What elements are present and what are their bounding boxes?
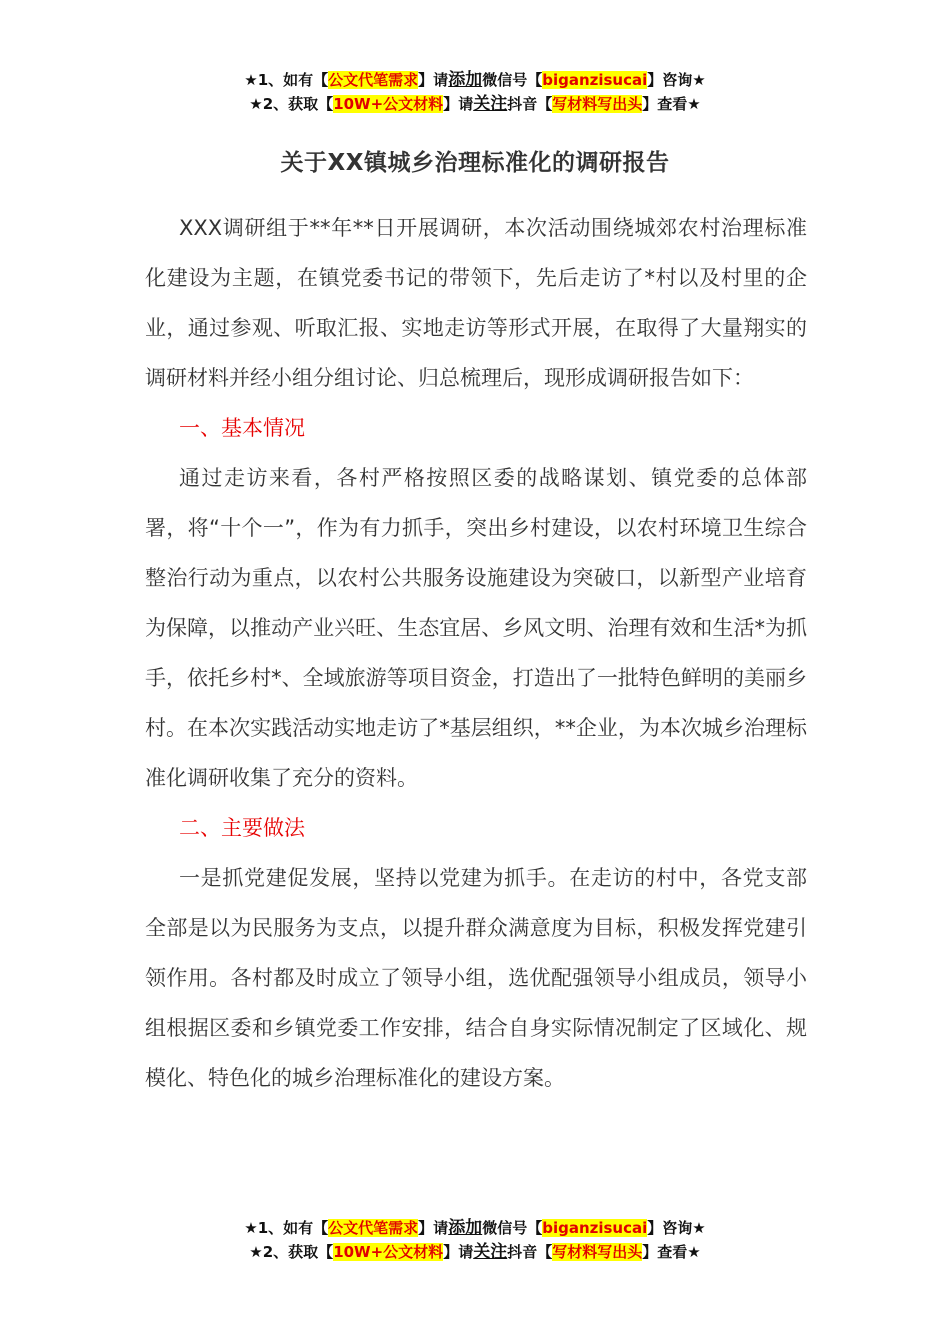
promo-text: 微信号【 (482, 71, 543, 89)
promo-highlight-douyin-id: 写材料写出头 (552, 95, 643, 113)
promo-highlight-service: 公文代笔需求 (328, 1219, 419, 1237)
promo-text: ★2、获取【 (249, 95, 334, 113)
promo-emphasis: 关注 (473, 94, 508, 114)
promo-text: 】请 (443, 1243, 474, 1261)
promo-emphasis: 添加 (448, 1218, 483, 1238)
promo-highlight-materials: 10W+公文材料 (333, 1243, 444, 1261)
promo-text: 】查看★ (642, 95, 701, 113)
promo-line-2 (0, 92, 950, 116)
promo-text: ★2、获取【 (249, 1243, 334, 1261)
promo-text: 抖音【 (507, 1243, 553, 1261)
promo-highlight-service: 公文代笔需求 (328, 71, 419, 89)
document-body (145, 203, 807, 1103)
promo-highlight-douyin-id: 写材料写出头 (552, 1243, 643, 1261)
section-heading-basic-situation: 一、基本情况 (179, 416, 305, 440)
promo-highlight-wechat-id: biganzisucai (542, 71, 648, 89)
promo-highlight-wechat-id: biganzisucai (542, 1219, 648, 1237)
promo-text: 】查看★ (642, 1243, 701, 1261)
promo-text: ★1、如有【 (244, 71, 329, 89)
promo-text: 】咨询★ (647, 71, 706, 89)
promo-text: 微信号【 (482, 1219, 543, 1237)
promo-emphasis: 关注 (473, 1242, 508, 1262)
intro-paragraph: XXX调研组于**年**日开展调研，本次活动围绕城郊农村治理标准化建设为主题，在镇党委书记的带领下，先后走访了*村以及村里的企业，通过参观、听取汇报、实地走访等形式开展，在取得了大量翔实的调研材料并经小组分组讨论、归总梳理后，现形成调研报告如下： (145, 216, 807, 390)
document-title: 关于XX镇城乡治理标准化的调研报告 (280, 150, 670, 176)
promo-highlight-materials: 10W+公文材料 (333, 95, 444, 113)
basic-situation-paragraph: 通过走访来看，各村严格按照区委的战略谋划、镇党委的总体部署，将“十个一”，作为有力抓手，突出乡村建设，以农村环境卫生综合整治行动为重点，以农村公共服务设施建设为突破口，以新型产业培育为保障，以推动产业兴旺、生态宜居、乡风文明、治理有效和生活*为抓手，依托乡村*、全域旅游等项目资金，打造出了一批特色鲜明的美丽乡村。在本次实践活动实地走访了*基层组织，**企业，为本次城乡治理标准化调研收集了充分的资料。 (145, 466, 807, 790)
promo-banner-top (0, 68, 950, 116)
promo-line-1 (0, 1216, 950, 1240)
promo-text: 】请 (418, 1219, 449, 1237)
promo-text: 】请 (418, 71, 449, 89)
promo-text: ★1、如有【 (244, 1219, 329, 1237)
section-heading-main-practices: 二、主要做法 (179, 816, 305, 840)
promo-line-2 (0, 1240, 950, 1264)
promo-emphasis: 添加 (448, 70, 483, 90)
promo-text: 】咨询★ (647, 1219, 706, 1237)
main-practices-paragraph: 一是抓党建促发展，坚持以党建为抓手。在走访的村中，各党支部全部是以为民服务为支点，以提升群众满意度为目标，积极发挥党建引领作用。各村都及时成立了领导小组，选优配强领导小组成员，领导小组根据区委和乡镇党委工作安排，结合自身实际情况制定了区域化、规模化、特色化的城乡治理标准化的建设方案。 (145, 866, 807, 1090)
promo-text: 抖音【 (507, 95, 553, 113)
promo-line-1 (0, 68, 950, 92)
promo-banner-bottom (0, 1216, 950, 1264)
promo-text: 】请 (443, 95, 474, 113)
